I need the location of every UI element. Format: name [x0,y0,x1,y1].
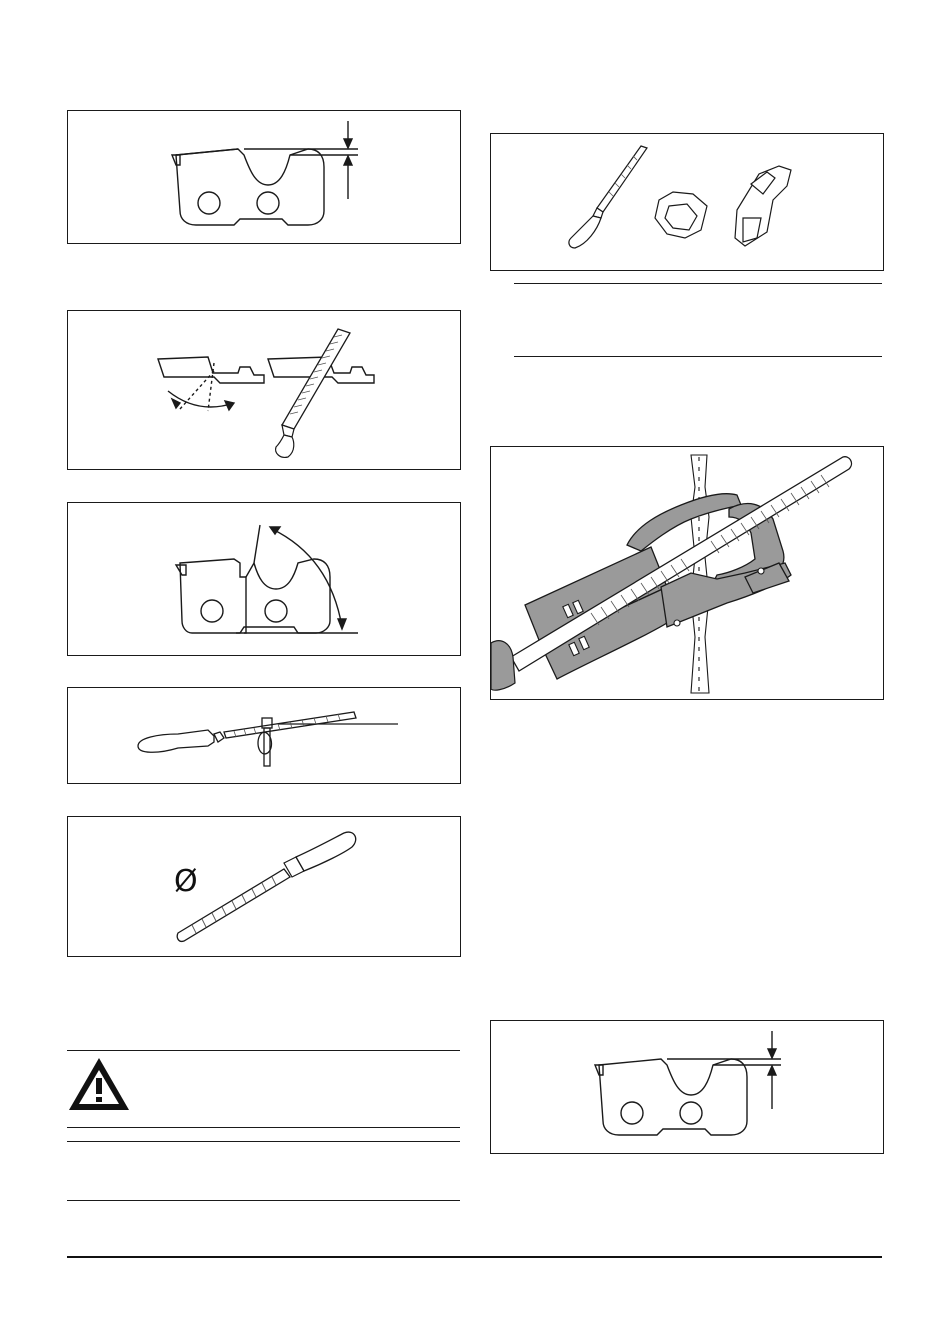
warning-rule-3 [67,1200,460,1201]
note-top-rule [514,283,882,284]
figure-file-angle [67,310,461,470]
figure-depth-gauge-bottom [490,1020,884,1154]
cutter-depth-gauge-drawing-bottom [491,1021,885,1155]
figure-sharpening-tools [490,133,884,271]
warning-top-rule [67,1050,460,1051]
cutter-depth-gauge-drawing [68,111,462,245]
note-bottom-rule [514,356,882,357]
file-tool [276,329,350,457]
file-angle-drawing [68,311,462,471]
top-plate-angle-drawing [68,503,462,657]
figure-sharpening-guide [490,446,884,700]
figure-top-plate-angle [67,502,461,656]
sharpening-tools-drawing [491,134,885,272]
figure-depth-gauge-top [67,110,461,244]
file-rod [491,457,851,690]
warning-rule-1 [67,1127,460,1128]
warning-triangle-icon [67,1054,131,1114]
footer-rule [67,1256,882,1258]
warning-rule-2 [67,1141,460,1142]
figure-round-file [67,816,461,957]
diameter-symbol: Ø [174,864,198,899]
sharpening-guide-drawing [491,447,885,701]
figure-file-holder [67,687,461,784]
file-holder-drawing [68,688,462,785]
round-file-drawing [68,817,462,958]
